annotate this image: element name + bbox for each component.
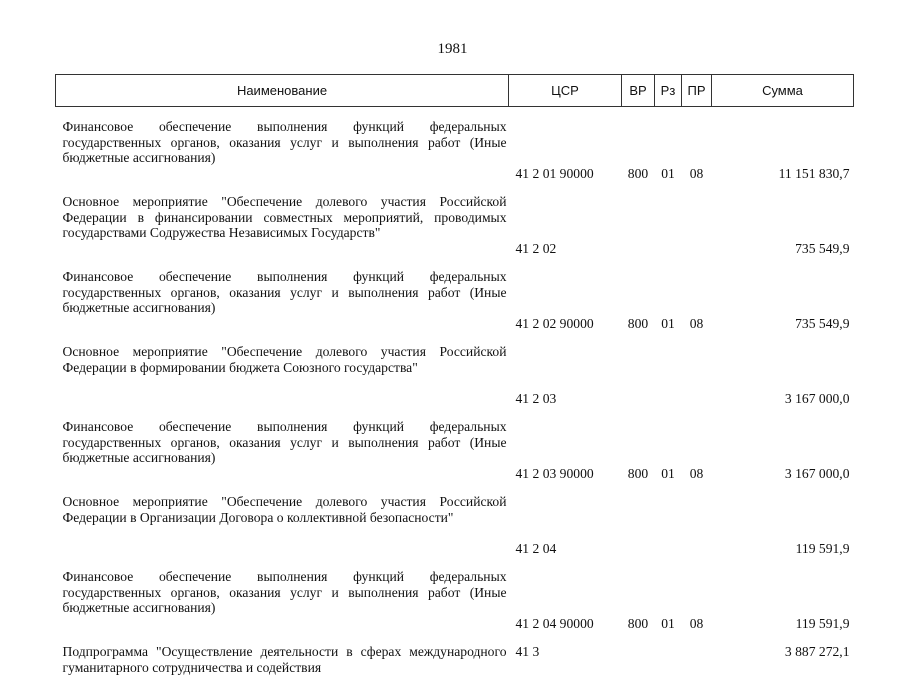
table-row <box>56 119 854 182</box>
row-vr: 800 <box>627 316 649 332</box>
row-vr: 800 <box>627 616 649 632</box>
row-vr: 800 <box>627 466 649 482</box>
table-row <box>56 644 854 678</box>
row-sum: 3 887 272,1 <box>784 644 850 659</box>
row-name: Финансовое обеспечение выполнения функций федеральных государственных органов, оказания услуг и выполнения работ (Иные бюджетные ассигнования) <box>62 569 507 616</box>
row-pr <box>682 194 712 257</box>
table-row <box>56 494 854 557</box>
row-rz <box>655 494 682 557</box>
row-rz: 01 <box>661 466 675 482</box>
header-vr: ВР <box>622 75 655 107</box>
row-rz <box>655 644 682 678</box>
row-name: Основное мероприятие "Обеспечение долевого участия Российской Федерации в финансировании совместных мероприятий, проводимых государствами Содружества Независимых Государств" <box>62 194 507 241</box>
row-pr: 08 <box>689 466 704 482</box>
row-name: Финансовое обеспечение выполнения функций федеральных государственных органов, оказания услуг и выполнения работ (Иные бюджетные ассигнования) <box>62 269 507 316</box>
row-sum: 735 549,9 <box>795 241 850 257</box>
row-sum: 3 167 000,0 <box>784 466 850 482</box>
row-vr <box>622 494 655 557</box>
row-pr <box>682 494 712 557</box>
table-row <box>56 569 854 632</box>
row-vr <box>622 194 655 257</box>
row-pr <box>682 344 712 407</box>
header-pr: ПР <box>682 75 712 107</box>
row-pr: 08 <box>689 166 704 182</box>
row-rz: 01 <box>661 316 675 332</box>
row-vr: 800 <box>627 166 649 182</box>
row-pr: 08 <box>689 616 704 632</box>
row-csr: 41 2 04 <box>515 541 557 557</box>
row-csr: 41 2 02 <box>515 241 557 257</box>
row-csr: 41 2 04 90000 <box>515 616 594 632</box>
table-row <box>56 419 854 482</box>
row-sum: 119 591,9 <box>795 616 850 632</box>
row-sum: 11 151 830,7 <box>778 166 850 182</box>
row-csr: 41 2 01 90000 <box>515 166 594 182</box>
row-name: Основное мероприятие "Обеспечение долевого участия Российской Федерации в формировании бюджета Союзного государства" <box>62 344 507 375</box>
header-name: Наименование <box>56 75 509 107</box>
page-number: 1981 <box>437 41 468 57</box>
budget-table <box>55 74 854 678</box>
row-name: Финансовое обеспечение выполнения функций федеральных государственных органов, оказания услуг и выполнения работ (Иные бюджетные ассигнования) <box>62 419 507 466</box>
row-sum: 119 591,9 <box>795 541 850 557</box>
row-sum: 735 549,9 <box>795 316 850 332</box>
row-rz: 01 <box>661 616 675 632</box>
row-vr <box>622 344 655 407</box>
row-vr <box>622 644 655 678</box>
table-row <box>56 344 854 407</box>
row-name: Финансовое обеспечение выполнения функций федеральных государственных органов, оказания услуг и выполнения работ (Иные бюджетные ассигнования) <box>62 119 507 166</box>
header-sum: Сумма <box>712 75 854 107</box>
row-csr: 41 2 03 90000 <box>515 466 594 482</box>
table-row <box>56 269 854 332</box>
row-rz <box>655 344 682 407</box>
table-row <box>56 194 854 257</box>
row-name: Основное мероприятие "Обеспечение долевого участия Российской Федерации в Организации Договора о коллективной безопасности" <box>62 494 507 525</box>
row-sum: 3 167 000,0 <box>784 391 850 407</box>
row-pr: 08 <box>689 316 704 332</box>
row-name: Подпрограмма "Осуществление деятельности в сферах международного гуманитарного сотрудничества и содействия <box>62 644 507 675</box>
table-header <box>56 75 854 107</box>
row-rz <box>655 194 682 257</box>
header-csr: ЦСР <box>509 75 622 107</box>
row-csr: 41 2 02 90000 <box>515 316 594 332</box>
header-rz: Рз <box>655 75 682 107</box>
row-csr: 41 3 <box>515 644 540 659</box>
row-csr: 41 2 03 <box>515 391 557 407</box>
row-rz: 01 <box>661 166 675 182</box>
row-pr <box>682 644 712 678</box>
